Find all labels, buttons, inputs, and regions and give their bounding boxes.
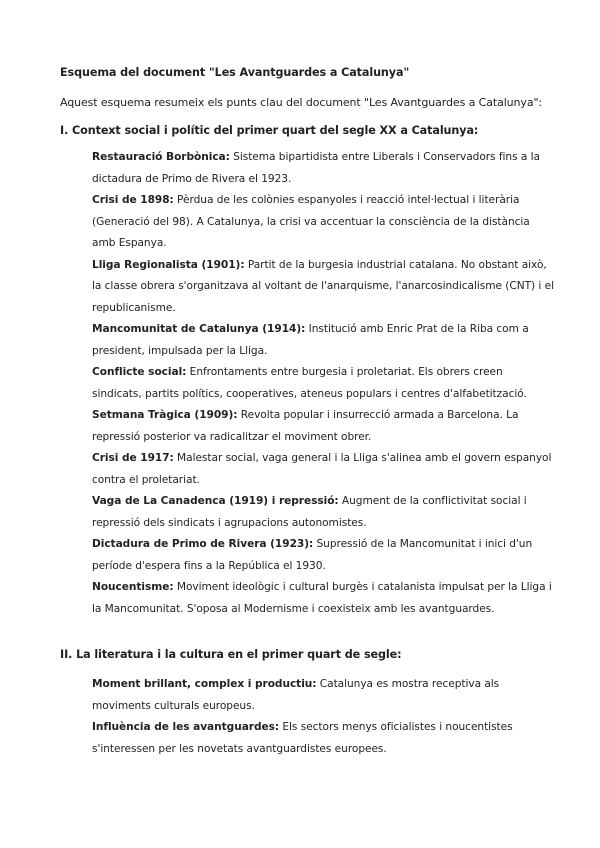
- section-2-items: [92, 674, 554, 760]
- item-text: Augment de la conflictivitat social i repressió dels sindicats i agrupacions autonomistes.: [92, 495, 527, 529]
- item-term: Influència de les avantguardes:: [92, 721, 280, 733]
- section-heading-1: I. Context social i polític del primer quart del segle XX a Catalunya:: [60, 124, 479, 137]
- document-title: Esquema del document "Les Avantguardes a Catalunya": [60, 66, 410, 79]
- item-text: Enfrontaments entre burgesia i proletariat. Els obrers creen sindicats, partits polítics, cooperatives, ateneus populars i centres d'alfabetització.: [92, 366, 527, 400]
- section-heading-2: II. La literatura i la cultura en el primer quart de segle:: [60, 648, 402, 661]
- item-text: Malestar social, vaga general i la Lliga s'alinea amb el govern espanyol contra el proletariat.: [92, 452, 552, 486]
- item-text: Partit de la burgesia industrial catalana. No obstant això, la classe obrera s'organitzava al voltant de l'anarquisme, l'anarcosindicalisme (CNT) i el republicanisme.: [92, 258, 554, 314]
- list-item: [92, 534, 554, 577]
- list-item: [92, 577, 554, 620]
- item-text: Pèrdua de les colònies espanyoles i reacció intel·lectual i literària (Generació del 98). A Catalunya, la crisi va accentuar la consciència de la distància amb Espanya.: [92, 194, 530, 249]
- list-item: [92, 190, 554, 255]
- item-text: Els sectors menys oficialistes i noucentistes s'interessen per les novetats avantguardistes europees.: [92, 721, 513, 755]
- document-intro: Aquest esquema resumeix els punts clau del document "Les Avantguardes a Catalunya":: [60, 96, 543, 109]
- item-text: Catalunya es mostra receptiva als moviments culturals europeus.: [92, 678, 500, 712]
- item-term: Setmana Tràgica (1909):: [92, 409, 238, 421]
- item-term: Restauració Borbònica:: [92, 151, 230, 163]
- item-term: Lliga Regionalista (1901):: [92, 258, 245, 271]
- item-text: Supressió de la Mancomunitat i inici d'un període d'espera fins a la República el 1930.: [92, 538, 533, 572]
- list-item: [92, 405, 554, 448]
- item-text: Institució amb Enric Prat de la Riba com a president, impulsada per la Lliga.: [92, 323, 529, 357]
- item-text: Sistema bipartidista entre Liberals i Conservadors fins a la dictadura de Primo de Rivera el 1923.: [92, 151, 540, 185]
- item-text: Moviment ideològic i cultural burgès i catalanista impulsat per la Lliga i la Mancomunitat. S'oposa al Modernisme i coexisteix amb les avantguardes.: [92, 581, 552, 615]
- list-item: [92, 319, 554, 362]
- list-item: [92, 448, 554, 491]
- list-item: [92, 147, 554, 190]
- item-term: Crisi de 1917:: [92, 452, 174, 464]
- item-term: Mancomunitat de Catalunya (1914):: [92, 323, 306, 335]
- item-text: Revolta popular i insurrecció armada a Barcelona. La repressió posterior va radicalitzar el moviment obrer.: [92, 409, 519, 443]
- item-term: Conflicte social:: [92, 366, 187, 378]
- item-term: Moment brillant, complex i productiu:: [92, 678, 317, 690]
- list-item: [92, 491, 554, 534]
- section-1-items: [92, 147, 554, 620]
- list-item: [92, 362, 554, 405]
- item-term: Crisi de 1898:: [92, 194, 174, 206]
- list-item: [92, 674, 554, 717]
- item-term: Dictadura de Primo de Rivera (1923):: [92, 538, 314, 550]
- list-item: [92, 717, 554, 760]
- list-item: [92, 255, 554, 320]
- item-term: Vaga de La Canadenca (1919) i repressió:: [92, 495, 339, 507]
- item-term: Noucentisme:: [92, 581, 174, 593]
